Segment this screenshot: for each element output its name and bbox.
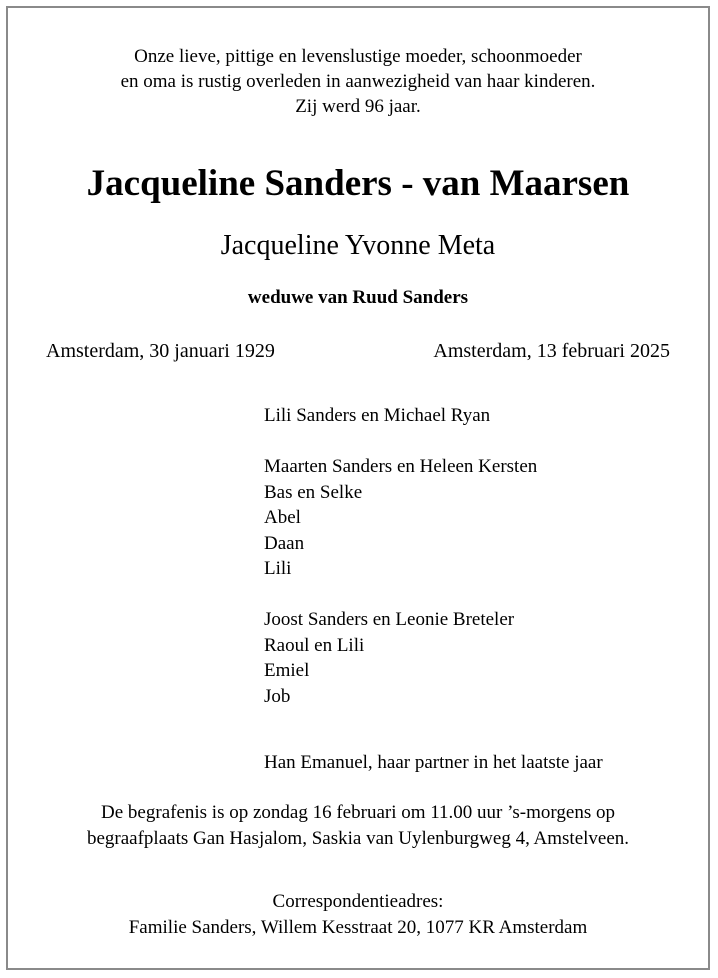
intro-line: Zij werd 96 jaar.: [295, 96, 421, 117]
family-member: Lili Sanders en Michael Ryan: [264, 405, 491, 426]
intro-line: en oma is rustig overleden in aanwezigheid van haar kinderen.: [120, 71, 596, 92]
correspondence-address: Familie Sanders, Willem Kesstraat 20, 1077 KR Amsterdam: [128, 916, 588, 938]
family-group: [264, 454, 537, 582]
funeral-line: De begrafenis is op zondag 16 februari om 11.00 uur ’s-morgens op: [101, 802, 615, 823]
family-member: Lili: [264, 558, 292, 579]
funeral-line: begraafplaats Gan Hasjalom, Saskia van Uylenburgweg 4, Amstelveen.: [86, 827, 630, 849]
family-group: [264, 607, 537, 709]
full-given-names: Jacqueline Yvonne Meta: [220, 230, 496, 261]
family-member: Raoul en Lili: [264, 634, 365, 656]
correspondence: [8, 889, 708, 940]
family-member: Maarten Sanders en Heleen Kersten: [264, 456, 538, 477]
deceased-name: Jacqueline Sanders - van Maarsen: [86, 163, 630, 204]
death-notice-card: [6, 6, 710, 970]
correspondence-label: Correspondentieadres:: [272, 891, 444, 912]
family-member: Job: [264, 685, 291, 707]
family-member: Bas en Selke: [264, 481, 363, 503]
family-member: Abel: [264, 507, 301, 528]
widow-of: weduwe van Ruud Sanders: [247, 287, 469, 308]
family-member: Emiel: [264, 660, 310, 681]
funeral-info: [8, 800, 708, 851]
birth-date: Amsterdam, 30 januari 1929: [46, 340, 275, 362]
intro-text: [8, 44, 708, 119]
family-group: [264, 403, 537, 429]
family-member: Daan: [264, 532, 305, 554]
family-member: Joost Sanders en Leonie Breteler: [264, 609, 515, 630]
intro-line: Onze lieve, pittige en levenslustige moeder, schoonmoeder: [134, 46, 582, 67]
family-list: [264, 403, 537, 735]
death-date: Amsterdam, 13 februari 2025: [433, 340, 670, 362]
partner-line: Han Emanuel, haar partner in het laatste jaar: [264, 752, 603, 773]
